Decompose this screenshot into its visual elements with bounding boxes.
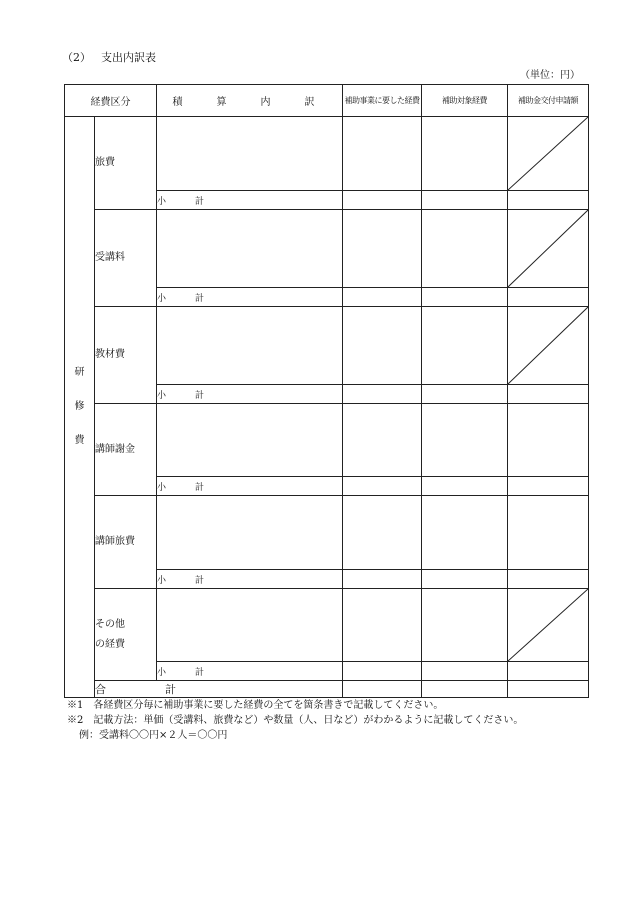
category-row-materials: [65, 307, 589, 385]
note-example: 例：受講料〇〇円×２人＝〇〇円: [79, 730, 228, 741]
group-char-2: 修: [74, 401, 85, 412]
category-row-tuition: [65, 210, 589, 288]
subtotal-cell[interactable]: [343, 288, 422, 307]
subtotal-cell[interactable]: [508, 385, 589, 404]
subtotal-cell[interactable]: [343, 662, 422, 681]
category-row-instructor-travel: [65, 496, 589, 570]
subtotal-cell[interactable]: [343, 385, 422, 404]
category-label-other: [95, 589, 157, 681]
grant-amount-cell[interactable]: [508, 496, 589, 570]
unit-label: （単位：円）: [520, 70, 580, 81]
subtotal-cell[interactable]: [422, 570, 508, 589]
grant-amount-cell-slashed: [508, 117, 589, 191]
group-label-training: [65, 117, 95, 698]
category-label: 教材費: [95, 307, 157, 404]
project-expense-cell[interactable]: [343, 496, 422, 570]
category-row-travel: [65, 117, 589, 191]
project-expense-cell[interactable]: [343, 307, 422, 385]
section-heading: [62, 49, 166, 65]
subtotal-cell[interactable]: [343, 477, 422, 496]
subtotal-cell[interactable]: [508, 477, 589, 496]
subtotal-cell[interactable]: [508, 191, 589, 210]
total-label: 合 計: [95, 681, 343, 698]
subtotal-cell[interactable]: [508, 570, 589, 589]
header-eligible-expenses: 補助対象経費: [422, 85, 508, 117]
section-number: （2）: [62, 51, 91, 64]
header-expense-category: 経費区分: [65, 85, 157, 117]
subtotal-cell[interactable]: [508, 288, 589, 307]
category-row-instructor-fee: [65, 404, 589, 477]
total-cell[interactable]: [422, 681, 508, 698]
subtotal-cell[interactable]: [508, 662, 589, 681]
eligible-expense-cell[interactable]: [422, 210, 508, 288]
category-row-other: [65, 589, 589, 662]
grant-amount-cell-slashed: [508, 307, 589, 385]
breakdown-cell[interactable]: [157, 307, 343, 385]
category-label: 旅費: [95, 117, 157, 210]
subtotal-label: 小 計: [157, 477, 343, 496]
header-grant-application-amount: 補助金交付申請額: [508, 85, 589, 117]
breakdown-cell[interactable]: [157, 210, 343, 288]
group-char-3: 費: [74, 435, 85, 446]
category-label: 受講料: [95, 210, 157, 307]
grant-amount-cell-slashed: [508, 589, 589, 662]
project-expense-cell[interactable]: [343, 404, 422, 477]
expenditure-breakdown-table: [64, 84, 589, 698]
header-calculation-breakdown: 積 算 内 訳: [157, 85, 343, 117]
category-label-line2: の経費: [95, 638, 125, 650]
header-project-expenses: 補助事業に要した経費: [343, 85, 422, 117]
subtotal-label: 小 計: [157, 570, 343, 589]
project-expense-cell[interactable]: [343, 117, 422, 191]
subtotal-cell[interactable]: [422, 191, 508, 210]
total-row: [65, 681, 589, 698]
header-row: [65, 85, 589, 117]
breakdown-cell[interactable]: [157, 117, 343, 191]
subtotal-label: 小 計: [157, 191, 343, 210]
eligible-expense-cell[interactable]: [422, 404, 508, 477]
subtotal-label: 小 計: [157, 662, 343, 681]
category-label-line1: その他: [95, 618, 125, 630]
breakdown-cell[interactable]: [157, 404, 343, 477]
eligible-expense-cell[interactable]: [422, 496, 508, 570]
note-2: ※2 記載方法：単価（受講料、旅費など）や数量（人、日など）がわかるように記載してください。: [67, 715, 524, 726]
total-cell[interactable]: [508, 681, 589, 698]
grant-amount-cell[interactable]: [508, 404, 589, 477]
section-title: 支出内訳表: [101, 51, 156, 64]
project-expense-cell[interactable]: [343, 589, 422, 662]
category-label: 講師旅費: [95, 496, 157, 589]
subtotal-cell[interactable]: [343, 191, 422, 210]
eligible-expense-cell[interactable]: [422, 307, 508, 385]
subtotal-cell[interactable]: [422, 662, 508, 681]
total-cell[interactable]: [343, 681, 422, 698]
eligible-expense-cell[interactable]: [422, 589, 508, 662]
subtotal-cell[interactable]: [422, 477, 508, 496]
group-char-1: 研: [74, 367, 85, 378]
grant-amount-cell-slashed: [508, 210, 589, 288]
category-label: 講師謝金: [95, 404, 157, 496]
subtotal-label: 小 計: [157, 385, 343, 404]
eligible-expense-cell[interactable]: [422, 117, 508, 191]
subtotal-cell[interactable]: [422, 385, 508, 404]
note-1: ※1 各経費区分毎に補助事業に要した経費の全てを箇条書きで記載してください。: [67, 700, 444, 711]
subtotal-cell[interactable]: [422, 288, 508, 307]
subtotal-label: 小 計: [157, 288, 343, 307]
breakdown-cell[interactable]: [157, 496, 343, 570]
breakdown-cell[interactable]: [157, 589, 343, 662]
project-expense-cell[interactable]: [343, 210, 422, 288]
subtotal-cell[interactable]: [343, 570, 422, 589]
